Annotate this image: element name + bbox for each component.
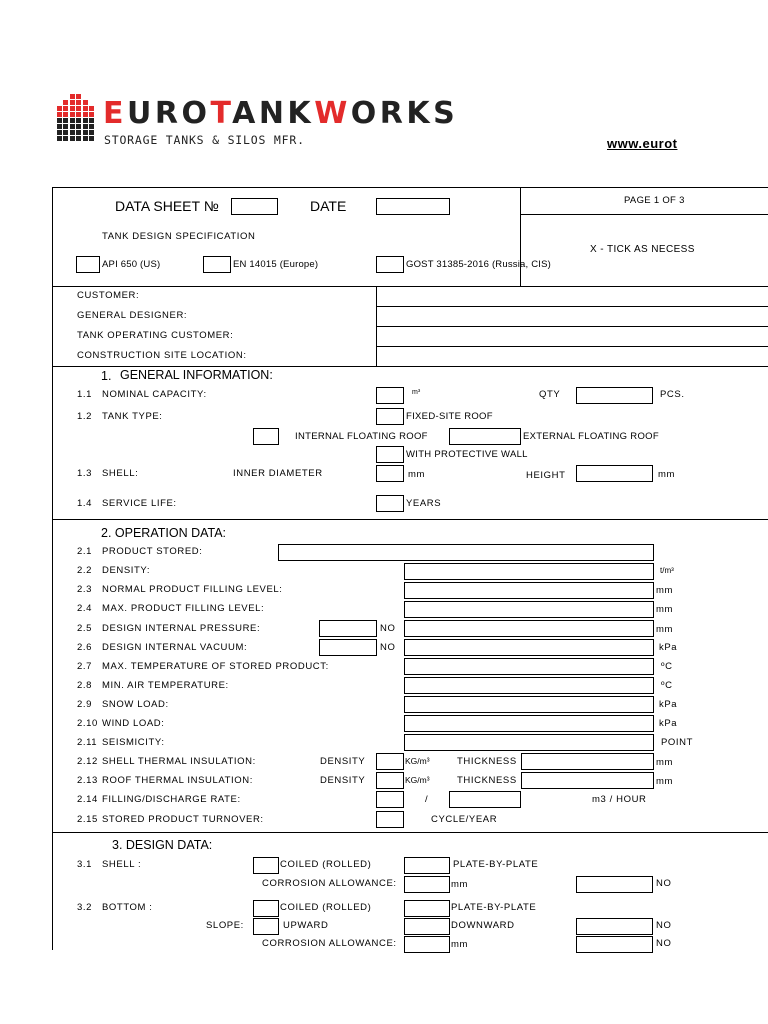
filling-rate-field[interactable] <box>376 791 404 808</box>
years-label: YEARS <box>406 498 442 509</box>
row-number: 2.9 <box>77 699 93 710</box>
unit-label: kPa <box>659 642 678 653</box>
row-number: 2.12 <box>77 756 98 767</box>
slope-downward-checkbox[interactable] <box>404 918 450 935</box>
shell-corrosion-field[interactable] <box>404 876 450 893</box>
min-air-temperature-label: MIN. AIR TEMPERATURE: <box>102 680 229 691</box>
section-1-heading: GENERAL INFORMATION: <box>120 368 273 382</box>
row-number: 2.15 <box>77 814 98 825</box>
divider <box>52 366 768 367</box>
divider <box>52 286 768 287</box>
density-field[interactable] <box>404 563 654 580</box>
row-number: 2.3 <box>77 584 93 595</box>
min-air-temperature-field[interactable] <box>404 677 654 694</box>
shell-corrosion-no-field[interactable] <box>576 876 653 893</box>
internal-vacuum-label: DESIGN INTERNAL VACUUM: <box>102 642 248 653</box>
no-label: NO <box>656 938 672 949</box>
row-number: 2.11 <box>77 737 98 748</box>
row-number: 2.6 <box>77 642 93 653</box>
divider <box>520 187 521 286</box>
date-field[interactable] <box>376 198 450 215</box>
coiled-label: COILED (ROLLED) <box>280 859 372 870</box>
row-number: 1.1 <box>77 389 93 400</box>
row-number: 2.10 <box>77 718 98 729</box>
bottom-plate-checkbox[interactable] <box>404 900 450 917</box>
seismicity-field[interactable] <box>404 734 654 751</box>
api650-checkbox[interactable] <box>76 256 100 273</box>
website-link[interactable]: www.eurot <box>607 136 678 151</box>
unit-label: CYCLE/YEAR <box>431 814 498 825</box>
product-stored-label: PRODUCT STORED: <box>102 546 203 557</box>
filling-rate-label: FILLING/DISCHARGE RATE: <box>102 794 241 805</box>
fixed-roof-checkbox[interactable] <box>376 408 404 425</box>
plate-label: PLATE-BY-PLATE <box>451 902 537 913</box>
page-number: PAGE 1 OF 3 <box>624 195 685 206</box>
max-filling-level-field[interactable] <box>404 601 654 618</box>
qty-label: QTY <box>539 389 561 400</box>
unit-label: KG/m³ <box>405 756 430 766</box>
corrosion-allowance-label: CORROSION ALLOWANCE: <box>262 938 397 949</box>
shell-plate-checkbox[interactable] <box>404 857 450 874</box>
internal-floating-checkbox[interactable] <box>253 428 279 445</box>
shell-coiled-checkbox[interactable] <box>253 857 279 874</box>
slope-upward-checkbox[interactable] <box>253 918 279 935</box>
density-label: DENSITY <box>320 775 366 786</box>
seismicity-label: SEISMICITY: <box>102 737 165 748</box>
fixed-roof-label: FIXED-SITE ROOF <box>406 411 493 422</box>
customer-line <box>376 326 768 327</box>
bottom-corrosion-field[interactable] <box>404 936 450 953</box>
customer-label: CUSTOMER: <box>77 290 140 301</box>
internal-floating-label: INTERNAL FLOATING ROOF <box>295 431 428 442</box>
section-3-heading: 3. DESIGN DATA: <box>112 838 213 852</box>
frame-top-border <box>52 187 768 188</box>
unit-label: mm <box>656 776 674 787</box>
product-turnover-field[interactable] <box>376 811 404 828</box>
divider <box>520 214 768 215</box>
row-number: 2.5 <box>77 623 93 634</box>
inner-diameter-label: INNER DIAMETER <box>233 468 323 479</box>
protective-wall-label: WITH PROTECTIVE WALL <box>406 449 528 460</box>
nominal-capacity-field[interactable] <box>376 387 404 404</box>
unit-label: t/m³ <box>660 566 674 575</box>
downward-label: DOWNWARD <box>451 920 515 931</box>
inner-diameter-field[interactable] <box>376 465 404 482</box>
en14015-checkbox[interactable] <box>203 256 231 273</box>
unit-label: mm <box>658 469 676 480</box>
coiled-label: COILED (ROLLED) <box>280 902 372 913</box>
bottom-corrosion-no-field[interactable] <box>576 936 653 953</box>
slope-label: SLOPE: <box>206 920 244 931</box>
unit-label: kPa <box>659 699 678 710</box>
no-label: NO <box>380 623 396 634</box>
roof-insulation-label: ROOF THERMAL INSULATION: <box>102 775 253 786</box>
snow-load-label: SNOW LOAD: <box>102 699 169 710</box>
unit-label: ºC <box>661 680 673 691</box>
section-1-number: 1. <box>101 369 112 383</box>
roof-insulation-density-field[interactable] <box>376 772 404 789</box>
thickness-label: THICKNESS <box>457 756 517 767</box>
unit-label: kPa <box>659 718 678 729</box>
normal-filling-level-label: NORMAL PRODUCT FILLING LEVEL: <box>102 584 283 595</box>
height-label: HEIGHT <box>526 470 566 481</box>
x-tick-note: X - TICK AS NECESS <box>590 244 695 255</box>
unit-label: mm <box>656 624 674 635</box>
unit-label: KG/m³ <box>405 775 430 785</box>
wind-load-label: WIND LOAD: <box>102 718 165 729</box>
density-label: DENSITY <box>320 756 366 767</box>
no-label: NO <box>656 920 672 931</box>
internal-vacuum-value-field[interactable] <box>319 639 377 656</box>
shell-insulation-label: SHELL THERMAL INSULATION: <box>102 756 256 767</box>
bottom-coiled-checkbox[interactable] <box>253 900 279 917</box>
divider <box>52 519 768 520</box>
operating-customer-label: TANK OPERATING CUSTOMER: <box>77 330 234 341</box>
tank-type-label: TANK TYPE: <box>102 411 163 422</box>
divider <box>52 832 768 833</box>
spec-title: TANK DESIGN SPECIFICATION <box>102 231 256 242</box>
shell-insulation-thickness-field[interactable] <box>521 753 654 770</box>
data-sheet-label: DATA SHEET № <box>115 198 219 214</box>
row-number: 3.2 <box>77 902 93 913</box>
product-stored-field[interactable] <box>278 544 654 561</box>
service-life-label: SERVICE LIFE: <box>102 498 177 509</box>
wind-load-field[interactable] <box>404 715 654 732</box>
row-number: 2.4 <box>77 603 93 614</box>
row-number: 2.13 <box>77 775 98 786</box>
tank-logo-icon <box>56 94 100 144</box>
max-filling-level-label: MAX. PRODUCT FILLING LEVEL: <box>102 603 265 614</box>
gost-checkbox[interactable] <box>376 256 404 273</box>
max-temperature-label: MAX. TEMPERATURE OF STORED PRODUCT: <box>102 661 329 672</box>
unit-label: m³ <box>412 389 421 396</box>
density-label: DENSITY: <box>102 565 151 576</box>
customer-line <box>376 346 768 347</box>
unit-label: mm <box>656 585 674 596</box>
corrosion-allowance-label: CORROSION ALLOWANCE: <box>262 878 397 889</box>
nominal-capacity-label: NOMINAL CAPACITY: <box>102 389 207 400</box>
row-number: 1.4 <box>77 498 93 509</box>
unit-label: mm <box>656 757 674 768</box>
internal-pressure-value-field[interactable] <box>319 620 377 637</box>
discharge-rate-field[interactable] <box>449 791 521 808</box>
unit-label: ºC <box>661 661 673 672</box>
general-designer-label: GENERAL DESIGNER: <box>77 310 188 321</box>
unit-label: mm <box>451 879 469 890</box>
max-temperature-field[interactable] <box>404 658 654 675</box>
snow-load-field[interactable] <box>404 696 654 713</box>
row-number: 3.1 <box>77 859 93 870</box>
external-floating-label: EXTERNAL FLOATING ROOF <box>523 431 659 442</box>
row-number: 1.3 <box>77 468 93 479</box>
unit-label: mm <box>656 604 674 615</box>
no-label: NO <box>380 642 396 653</box>
row-number: 1.2 <box>77 411 93 422</box>
brand-name: EUROTANKWORKS <box>103 96 459 131</box>
row-number: 2.2 <box>77 565 93 576</box>
internal-pressure-label: DESIGN INTERNAL PRESSURE: <box>102 623 261 634</box>
site-location-label: CONSTRUCTION SITE LOCATION: <box>77 350 247 361</box>
api650-label: API 650 (US) <box>102 259 161 270</box>
gost-label: GOST 31385-2016 (Russia, CIS) <box>406 259 552 270</box>
row-number: 2.14 <box>77 794 98 805</box>
unit-label: mm <box>408 469 426 480</box>
no-label: NO <box>656 878 672 889</box>
date-label: DATE <box>310 198 347 214</box>
row-number: 2.7 <box>77 661 93 672</box>
normal-filling-level-field[interactable] <box>404 582 654 599</box>
internal-pressure-field[interactable] <box>404 620 654 637</box>
external-floating-checkbox[interactable] <box>449 428 521 445</box>
qty-field[interactable] <box>576 387 653 404</box>
unit-label: m3 / HOUR <box>592 794 647 805</box>
product-turnover-label: STORED PRODUCT TURNOVER: <box>102 814 264 825</box>
brand-tagline: STORAGE TANKS & SILOS MFR. <box>104 133 305 147</box>
thickness-label: THICKNESS <box>457 775 517 786</box>
height-field[interactable] <box>576 465 653 482</box>
upward-label: UPWARD <box>283 920 329 931</box>
slope-no-field[interactable] <box>576 918 653 935</box>
internal-vacuum-field[interactable] <box>404 639 654 656</box>
frame-left-border <box>52 187 53 950</box>
data-sheet-number-field[interactable] <box>231 198 278 215</box>
protective-wall-checkbox[interactable] <box>376 446 404 463</box>
unit-label: POINT <box>661 737 694 748</box>
shell-insulation-density-field[interactable] <box>376 753 404 770</box>
plate-label: PLATE-BY-PLATE <box>453 859 539 870</box>
slash-separator: / <box>425 794 429 805</box>
unit-label: mm <box>451 939 469 950</box>
bottom-label: BOTTOM : <box>102 902 153 913</box>
shell-label: SHELL: <box>102 468 139 479</box>
row-number: 2.1 <box>77 546 93 557</box>
section-2-heading: 2. OPERATION DATA: <box>101 526 227 540</box>
row-number: 2.8 <box>77 680 93 691</box>
customer-line <box>376 306 768 307</box>
pcs-label: PCS. <box>660 389 685 400</box>
en14015-label: EN 14015 (Europe) <box>233 259 319 270</box>
service-life-field[interactable] <box>376 495 404 512</box>
shell-label: SHELL : <box>102 859 142 870</box>
roof-insulation-thickness-field[interactable] <box>521 772 654 789</box>
